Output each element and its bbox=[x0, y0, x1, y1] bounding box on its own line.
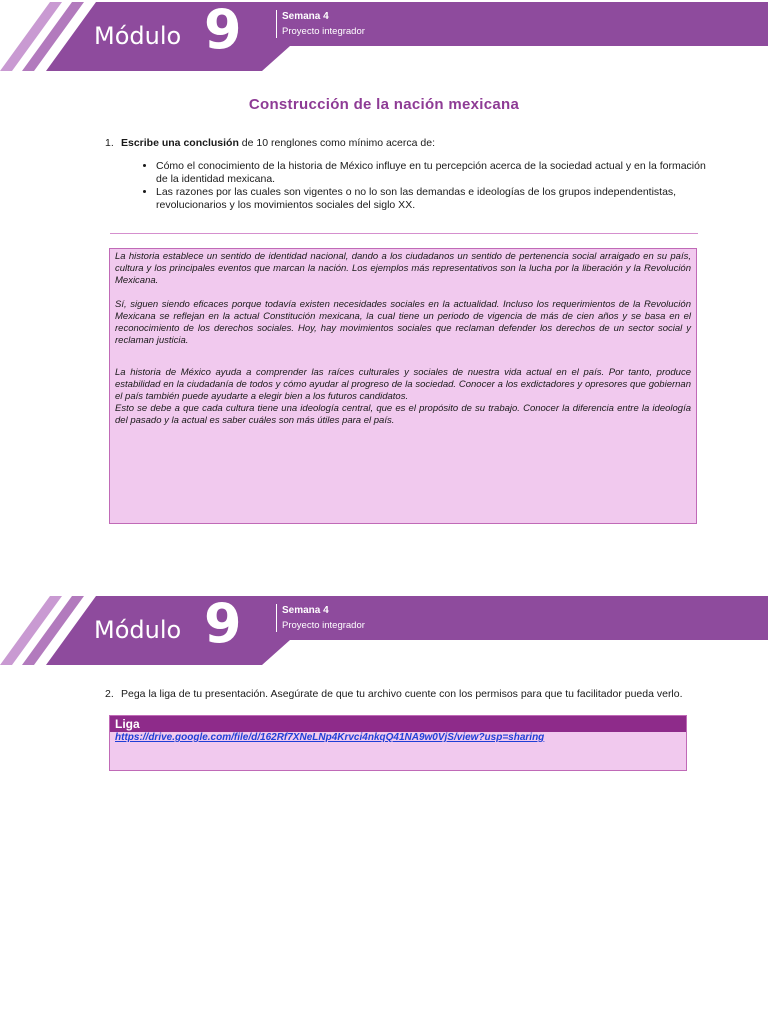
week-label: Semana 4 bbox=[282, 11, 329, 22]
answer-paragraph: Sí, siguen siendo eficaces porque todavía existen necesidades sociales en la actualidad. Incluso los requerimientos de la Revolución Mexicana se reflejan en la actual Constitución mexicana, la cual tiene un periodo de vigencia de más de cien años y se basa en el reconocimiento de los derechos sociales. Hoy, hay movimientos sociales que reclaman defender los derechos de un sector social y reclaman justicia. bbox=[115, 299, 691, 346]
divider-line bbox=[110, 233, 698, 234]
presentation-link[interactable]: https://drive.google.com/file/d/162Rf7XNeLNp4Krvci4nkqQ41NA9w0VjS/view?usp=sharing bbox=[115, 732, 545, 743]
module-word: Módulo bbox=[94, 616, 182, 644]
question-2-number: 2. bbox=[105, 688, 114, 700]
module-number: 9 bbox=[204, 592, 242, 655]
question-1 bbox=[105, 137, 435, 149]
week-label: Semana 4 bbox=[282, 605, 329, 616]
answer-paragraph: Esto se debe a que cada cultura tiene una ideología central, que es el propósito de su trabajo. Conocer la diferencia entre la ideología del pasado y la actual es saber cuáles son más útiles para el país. bbox=[115, 403, 691, 426]
module-word: Módulo bbox=[94, 22, 182, 50]
question-1-bold: Escribe una conclusión bbox=[121, 137, 239, 149]
module-number: 9 bbox=[204, 0, 242, 61]
question-2-text: Pega la liga de tu presentación. Asegúrate de que tu archivo cuente con los permisos para que tu facilitador pueda verlo. bbox=[121, 688, 683, 700]
question-1-bullets bbox=[140, 160, 716, 212]
question-1-text: de 10 renglones como mínimo acerca de: bbox=[238, 137, 435, 149]
answer-paragraph: La historia establece un sentido de identidad nacional, dando a los ciudadanos un sentido de pertenencia social arraigado en su país, cultura y los principales eventos que marcan la nación. Los ejemplos más representativos son la lucha por la liberación y la Revolución Mexicana. bbox=[115, 251, 691, 286]
module-banner-1 bbox=[0, 0, 768, 72]
bullet-item: • Las razones por las cuales son vigentes o no lo son las demandas e ideologías de los grupos independentistas, revolucionarios y los movimientos sociales del siglo XX. bbox=[156, 186, 716, 211]
banner-subtitle: Proyecto integrador bbox=[282, 26, 365, 37]
question-1-number: 1. bbox=[105, 137, 114, 149]
banner-divider bbox=[276, 604, 277, 632]
answer-paragraph: La historia de México ayuda a comprender las raíces culturales y sociales de nuestra vida actual en el país. Por tanto, produce estabilidad en la ciudadanía de todos y cómo ayudar al progreso de la sociedad. Conocer a los exdictadores y opresores que gobiernan el país también puede ayudarte a elegir bien a los futuros candidatos. bbox=[115, 367, 691, 402]
banner-subtitle: Proyecto integrador bbox=[282, 620, 365, 631]
liga-box bbox=[109, 715, 687, 771]
answer-box[interactable] bbox=[109, 248, 697, 524]
module-banner-2 bbox=[0, 594, 768, 666]
bullet-item: • Cómo el conocimiento de la historia de México influye en tu percepción acerca de la sociedad actual y en la formación de la identidad mexicana. bbox=[156, 160, 716, 185]
liga-header: Liga bbox=[110, 716, 686, 732]
document-title: Construcción de la nación mexicana bbox=[248, 96, 520, 113]
banner-divider bbox=[276, 10, 277, 38]
question-2 bbox=[105, 688, 683, 700]
